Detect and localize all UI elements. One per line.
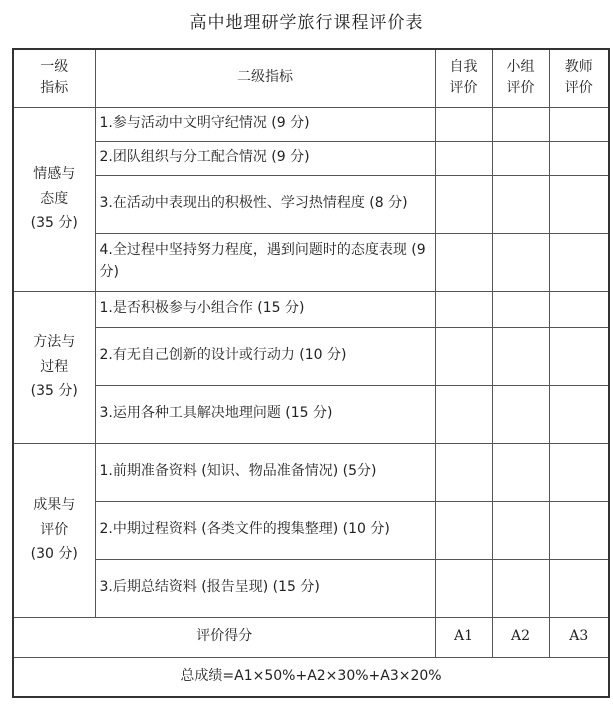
self-eval-cell[interactable] (435, 443, 492, 501)
group-eval-cell[interactable] (492, 327, 549, 385)
teacher-eval-cell[interactable] (549, 327, 609, 385)
table-row (13, 291, 609, 327)
table-row (13, 501, 609, 559)
category-method-process: 方法与 过程 (35 分) (13, 291, 95, 443)
teacher-eval-cell[interactable] (549, 385, 609, 443)
self-eval-cell[interactable] (435, 141, 492, 175)
header-level2: 二级指标 (95, 49, 435, 107)
indicator-item: 2.中期过程资料 (各类文件的搜集整理) (10 分) (95, 501, 435, 559)
score-a2: A2 (492, 617, 549, 657)
self-eval-cell[interactable] (435, 233, 492, 291)
table-row (13, 141, 609, 175)
indicator-item: 3.后期总结资料 (报告呈现) (15 分) (95, 559, 435, 617)
indicator-item: 2.团队组织与分工配合情况 (9 分) (95, 141, 435, 175)
indicator-item: 2.有无自己创新的设计或行动力 (10 分) (95, 327, 435, 385)
table-row (13, 385, 609, 443)
group-eval-cell[interactable] (492, 385, 549, 443)
total-formula: 总成绩=A1×50%+A2×30%+A3×20% (13, 657, 609, 697)
category-outcome-evaluation: 成果与 评价 (30 分) (13, 443, 95, 617)
category-emotion-attitude: 情感与 态度 (35 分) (13, 107, 95, 291)
teacher-eval-cell[interactable] (549, 501, 609, 559)
indicator-item: 3.在活动中表现出的积极性、学习热情程度 (8 分) (95, 175, 435, 233)
teacher-eval-cell[interactable] (549, 559, 609, 617)
score-label: 评价得分 (13, 617, 435, 657)
table-title: 高中地理研学旅行课程评价表 (189, 13, 424, 33)
table-row (13, 559, 609, 617)
self-eval-cell[interactable] (435, 559, 492, 617)
header-teacher-eval: 教师 评价 (549, 49, 609, 107)
group-eval-cell[interactable] (492, 291, 549, 327)
group-eval-cell[interactable] (492, 559, 549, 617)
teacher-eval-cell[interactable] (549, 175, 609, 233)
group-eval-cell[interactable] (492, 141, 549, 175)
header-row (13, 49, 609, 107)
table-row (13, 175, 609, 233)
indicator-item: 1.参与活动中文明守纪情况 (9 分) (95, 107, 435, 141)
teacher-eval-cell[interactable] (549, 233, 609, 291)
score-a1: A1 (435, 617, 492, 657)
header-group-eval: 小组 评价 (492, 49, 549, 107)
teacher-eval-cell[interactable] (549, 107, 609, 141)
self-eval-cell[interactable] (435, 291, 492, 327)
teacher-eval-cell[interactable] (549, 141, 609, 175)
header-self-eval: 自我 评价 (435, 49, 492, 107)
table-row (13, 443, 609, 501)
evaluation-table (12, 48, 610, 698)
total-row (13, 657, 609, 697)
teacher-eval-cell[interactable] (549, 291, 609, 327)
group-eval-cell[interactable] (492, 233, 549, 291)
table-row (13, 107, 609, 141)
group-eval-cell[interactable] (492, 443, 549, 501)
self-eval-cell[interactable] (435, 175, 492, 233)
indicator-item: 3.运用各种工具解决地理问题 (15 分) (95, 385, 435, 443)
self-eval-cell[interactable] (435, 107, 492, 141)
teacher-eval-cell[interactable] (549, 443, 609, 501)
score-a3: A3 (549, 617, 609, 657)
indicator-item: 1.前期准备资料 (知识、物品准备情况) (5分) (95, 443, 435, 501)
self-eval-cell[interactable] (435, 327, 492, 385)
table-row (13, 327, 609, 385)
self-eval-cell[interactable] (435, 385, 492, 443)
header-level1: 一级 指标 (13, 49, 95, 107)
table-row (13, 233, 609, 291)
group-eval-cell[interactable] (492, 107, 549, 141)
group-eval-cell[interactable] (492, 175, 549, 233)
indicator-item: 1.是否积极参与小组合作 (15 分) (95, 291, 435, 327)
indicator-item: 4.全过程中坚持努力程度，遇到问题时的态度表现 (9 分) (95, 233, 435, 291)
self-eval-cell[interactable] (435, 501, 492, 559)
group-eval-cell[interactable] (492, 501, 549, 559)
score-row (13, 617, 609, 657)
